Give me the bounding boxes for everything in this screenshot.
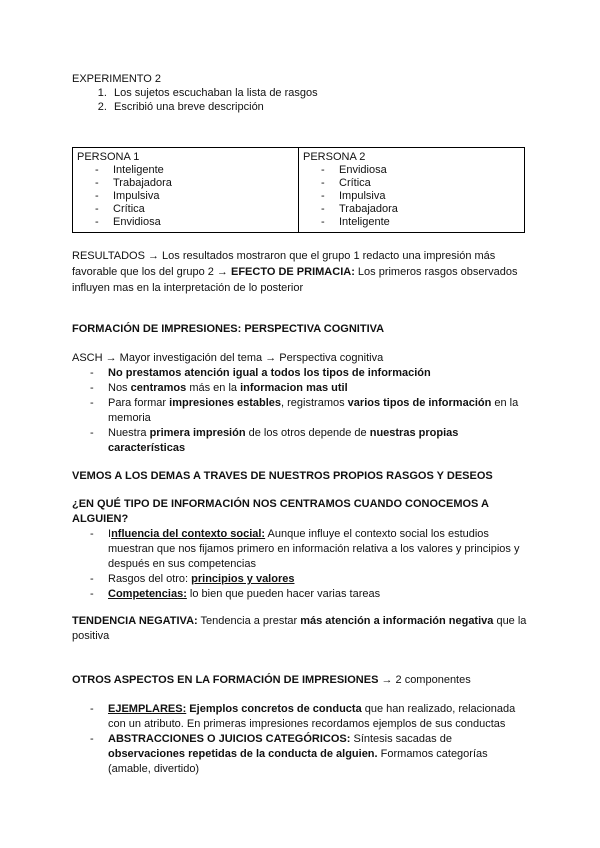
list-item [72, 572, 532, 587]
personas-table [72, 147, 525, 233]
competencias-label: Competencias: [108, 588, 187, 600]
resultados-tail: Los primeros rasgos observados influyen mas en la interpretación de lo posterior [72, 266, 518, 294]
resultados-paragraph [72, 248, 532, 296]
point-bold: varios tipos de información [347, 397, 492, 409]
point-text: Rasgos del otro: [108, 573, 192, 585]
persona-1-name: PERSONA 1 [77, 151, 140, 163]
point-bold: Ejemplos concretos de conducta [186, 703, 362, 715]
point-bold: primera impresión [149, 427, 246, 439]
asch-section [72, 351, 532, 456]
trait-item: - Inteligente [77, 164, 294, 177]
point-text: lo bien que pueden hacer varias tareas [186, 588, 381, 600]
point-text: más en la [186, 382, 241, 394]
centramos-heading: ¿EN QUÉ TIPO DE INFORMACIÓN NOS CENTRAMOS CUANDO CONOCEMOS A ALGUIEN? [72, 498, 489, 525]
trait-item: - Trabajadora [77, 177, 294, 190]
point-text: Formamos categorías (amable, divertido) [108, 748, 488, 775]
componentes-section [72, 702, 532, 777]
experimento-step: 2. Escribió una breve descripción [110, 100, 532, 114]
formacion-section [72, 322, 532, 336]
list-item [72, 702, 532, 732]
tendencia-label: TENDENCIA NEGATIVA: [72, 615, 198, 627]
otros-heading-tail: → 2 componentes [378, 674, 471, 686]
experimento-step: 1. Los sujetos escuchaban la lista de rasgos [110, 86, 532, 100]
persona-2-traits [303, 164, 520, 229]
list-item [72, 396, 532, 426]
persona-1-traits [77, 164, 294, 229]
point-text: Síntesis sacadas de [350, 733, 452, 745]
list-item [72, 527, 532, 572]
point-text: I [108, 528, 112, 540]
experimento-title: EXPERIMENTO 2 [72, 73, 162, 85]
tendencia-paragraph [72, 614, 532, 644]
vemos-section [72, 469, 532, 483]
point-bold: centramos [130, 382, 187, 394]
principios-label: principios y valores [191, 573, 295, 585]
centramos-points [72, 527, 532, 602]
point-bold: observaciones repetidas de la conducta de alguien. [108, 748, 378, 760]
point-text: Nos [108, 382, 131, 394]
list-item [72, 366, 532, 381]
point-text: Nuestra [108, 427, 150, 439]
trait-item: - Envidiosa [77, 216, 294, 229]
point-text: , registramos [281, 397, 348, 409]
point-text: Aunque influye el contexto social los estudios muestran que nos fijamos primero en información relativa a los valores y principios y después en sus competencias [108, 528, 520, 570]
point-bold: informacion mas util [240, 382, 348, 394]
vemos-heading: VEMOS A LOS DEMAS A TRAVES DE NUESTROS PROPIOS RASGOS Y DESEOS [72, 470, 493, 482]
tendencia-text: que la positiva [72, 615, 527, 642]
abstracciones-label: ABSTRACCIONES O JUICIOS CATEGÓRICOS: [108, 733, 351, 745]
trait-item: - Impulsiva [77, 190, 294, 203]
formacion-heading: FORMACIÓN DE IMPRESIONES: PERSPECTIVA COGNITIVA [72, 323, 385, 335]
point-text: de los otros depende de [245, 427, 370, 439]
point-bold: nuestras propias características [108, 427, 459, 454]
list-item [72, 732, 532, 777]
efecto-primacia-label: EFECTO DE PRIMACIA: [231, 266, 355, 278]
otros-heading-line [72, 673, 532, 687]
trait-item: - Crítica [303, 177, 520, 190]
otros-section [72, 673, 532, 687]
experimento-steps [72, 86, 532, 114]
centramos-section [72, 497, 532, 602]
list-item [72, 587, 532, 602]
contexto-social-label: nfluencia del contexto social: [111, 528, 266, 540]
asch-intro: ASCH → Mayor investigación del tema → Perspectiva cognitiva [72, 352, 384, 364]
tendencia-text: Tendencia a prestar [197, 615, 301, 627]
persona-2-cell [299, 148, 525, 233]
trait-item: - Trabajadora [303, 203, 520, 216]
persona-1-cell [73, 148, 299, 233]
point-text: No prestamos atención igual a todos los tipos de información [108, 367, 431, 379]
list-item [72, 381, 532, 396]
experimento-section [72, 72, 532, 114]
trait-item: - Inteligente [303, 216, 520, 229]
point-text: Para formar [108, 397, 170, 409]
resultados-lead: RESULTADOS → Los resultados mostraron que el grupo 1 redacto una impresión más favorable que los del grupo 2 → [72, 250, 496, 278]
otros-heading: OTROS ASPECTOS EN LA FORMACIÓN DE IMPRESIONES [72, 674, 379, 686]
ejemplares-label: EJEMPLARES: [108, 703, 187, 715]
point-bold: impresiones estables [169, 397, 282, 409]
point-text: que han realizado, relacionada con un atributo. En primeras impresiones recordamos ejemplos de sus conductas [108, 703, 516, 730]
trait-item: - Crítica [77, 203, 294, 216]
componentes-list [72, 702, 532, 777]
tendencia-bold: más atención a información negativa [300, 615, 494, 627]
list-item [72, 426, 532, 456]
point-text: en la memoria [108, 397, 519, 424]
persona-2-name: PERSONA 2 [303, 151, 366, 163]
asch-points [72, 366, 532, 456]
trait-item: - Envidiosa [303, 164, 520, 177]
trait-item: - Impulsiva [303, 190, 520, 203]
